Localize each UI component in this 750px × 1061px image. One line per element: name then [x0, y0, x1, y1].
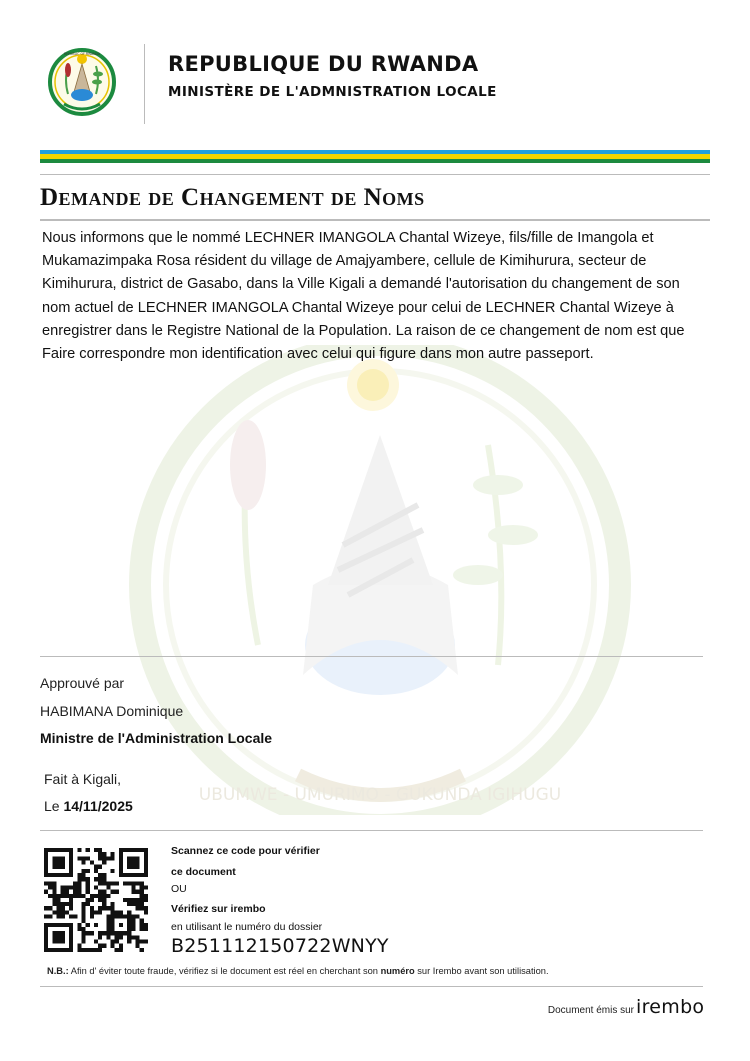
- divider-middle: [40, 656, 703, 657]
- divider-bottom: [40, 986, 703, 987]
- divider-lower: [40, 830, 703, 831]
- irembo-logo-icon: [636, 995, 704, 1019]
- verify-irembo-label: Vérifiez sur irembo: [171, 903, 266, 915]
- divider-title: [40, 219, 710, 221]
- nb-label: N.B.:: [47, 966, 69, 976]
- verification-qr-code[interactable]: [44, 848, 148, 952]
- or-label: OU: [171, 883, 187, 895]
- document-title: Demande de Changement de Noms: [40, 184, 425, 211]
- nb-text-after: sur Irembo avant son utilisation.: [417, 966, 549, 976]
- issued-by-label: Document émis sur: [547, 1005, 634, 1016]
- approved-by-label: Approuvé par: [40, 675, 125, 691]
- scan-instruction-line1: Scannez ce code pour vérifier: [171, 845, 320, 857]
- document-body: Nous informons que le nommé LECHNER IMANGOLA Chantal Wizeye, fils/fille de Imangola et Mukamazimpaka Rosa résident du village de Amajyambere, cellule de Kimihurura, secteur de Kimihurura, district de Gasabo, dans la Ville Kigali a demandé l'autorisation du changement de son nom actuel de LECHNER IMANGOLA Chantal Wizeye pour celui de LECHNER Chantal Wizeye à enregistrer dans le Registre National de la Population. La raison de ce changement de nom est que Faire correspondre mon identification avec celui qui figure dans mon autre passeport.: [42, 230, 685, 363]
- nb-bold-word: numéro: [380, 966, 415, 976]
- document-header: [40, 40, 710, 125]
- issue-date: 14/11/2025: [63, 798, 133, 814]
- rwanda-emblem-icon: [48, 46, 116, 118]
- dossier-number: B251112150722WNYY: [171, 935, 389, 957]
- country-title: REPUBLIQUE DU RWANDA: [168, 52, 479, 76]
- irembo-logo-text: irembo: [636, 996, 704, 1018]
- divider-top: [40, 174, 710, 175]
- issue-place: Fait à Kigali,: [44, 771, 122, 787]
- fraud-notice: [47, 966, 549, 976]
- dossier-number-label: en utilisant le numéro du dossier: [171, 921, 323, 933]
- issue-date-line: [44, 798, 133, 814]
- scan-instruction-line2: ce document: [171, 866, 236, 878]
- nb-text-before: Afin d' éviter toute fraude, vérifiez si le document est réel en cherchant son: [70, 966, 378, 976]
- date-prefix: Le: [44, 798, 60, 814]
- approver-role: Ministre de l'Administration Locale: [40, 730, 273, 746]
- ministry-title: MINISTÈRE DE L'ADMNISTRATION LOCALE: [168, 84, 497, 100]
- approver-name: HABIMANA Dominique: [40, 703, 184, 719]
- header-divider: [144, 44, 145, 124]
- flag-green-stripe: [40, 159, 710, 163]
- flag-color-bar: [40, 150, 710, 163]
- emblem-top-text: REPUBLIC OF RWANDA: [63, 52, 101, 56]
- watermark-motto: UBUMWE - UMURIMO - GUKUNDA IGIHUGU: [198, 785, 562, 805]
